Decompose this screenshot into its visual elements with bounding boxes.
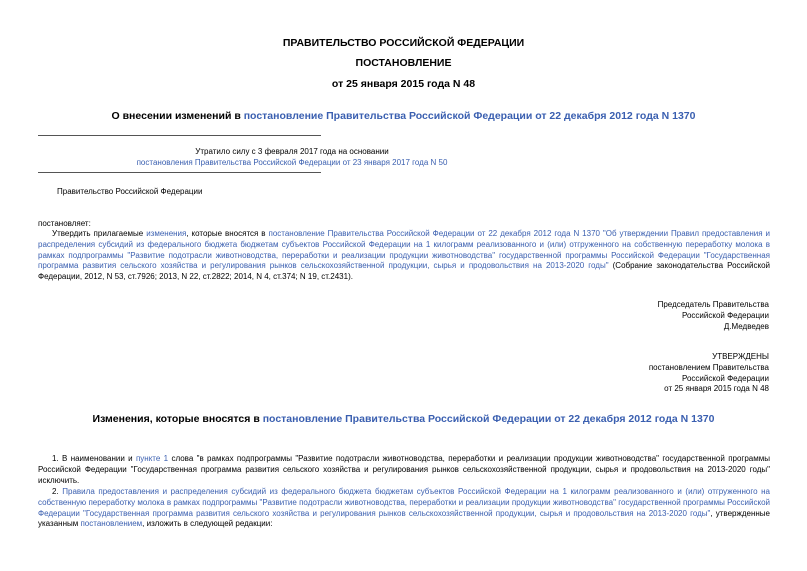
- divider-bottom: [38, 172, 321, 173]
- item2-link-rules[interactable]: Правила предоставления и распределения субсидий из федерального бюджета бюджетам субъектов Российской Федерации на 1 килограмм реализованного и (или) отгруженного на собственную переработку молока в рамках подпрограммы "Развитие подотрасли животноводства, переработки и реализации продукции животноводства" государственной программы Российской Федерации "Государственная программа развития сельского хозяйства и регулирования рынков сельскохозяйственной продукции, сырья и продовольствия на 2013-2020 годы": [38, 487, 770, 518]
- item2-link-resolution[interactable]: постановлением: [80, 519, 143, 529]
- resolves-word: постановляет:: [38, 219, 91, 228]
- lost-force-line1: Утратило силу с 3 февраля 2017 года на основании: [195, 147, 389, 156]
- item2-text-c: , изложить в следующей редакции:: [142, 519, 273, 529]
- signature-block: [469, 300, 769, 332]
- lost-force-link[interactable]: постановления Правительства Российской Федерации от 23 января 2017 года N 50: [136, 157, 448, 167]
- approved-block: [469, 352, 769, 395]
- item2-text-a: 2.: [52, 487, 63, 496]
- government-name: Правительство Российской Федерации: [57, 187, 203, 196]
- p1-text-c: (Собрание законодательства Российской Федерации, 2012, N 53, ст.7926; 2013, N 22, ст.2822; 2014, N 4, ст.374; N 19, ст.2431).: [38, 261, 770, 282]
- divider-top: [38, 135, 321, 136]
- item-1: [38, 454, 770, 486]
- p1-link-changes[interactable]: изменения: [146, 229, 187, 238]
- header-date: от 25 января 2015 года N 48: [331, 78, 476, 90]
- title-prefix: О внесении изменений в: [111, 110, 244, 122]
- item2-text-b: , утвержденные указанным: [38, 508, 770, 529]
- header-government: ПРАВИТЕЛЬСТВО РОССИЙСКОЙ ФЕДЕРАЦИИ: [282, 37, 525, 49]
- changes-title-link[interactable]: постановление Правительства Российской Федерации от 22 декабря 2012 года N 1370: [262, 413, 715, 425]
- approved-line2: постановлением Правительства: [648, 362, 769, 372]
- item-2: [38, 487, 770, 530]
- changes-title: [0, 413, 807, 425]
- lost-force-note: [38, 147, 546, 169]
- changes-title-prefix: Изменения, которые вносятся в: [92, 413, 263, 425]
- paragraph-main: [38, 229, 770, 283]
- item1-link[interactable]: пункте 1: [135, 454, 169, 463]
- title-link[interactable]: постановление Правительства Российской Федерации от 22 декабря 2012 года N 1370: [243, 110, 696, 122]
- p1-link-resolution[interactable]: постановление Правительства Российской Федерации от 22 декабря 2012 года N 1370 "Об утверждении Правил предоставления и распределения субсидий из федерального бюджета бюджетам субъектов Российской Федерации на 1 килограмм реализованного и (или) отгруженного на собственную переработку молока в рамках подпрограммы "Развитие подотрасли животноводства, переработки и реализации продукции животноводства" государственной программы Российской Федерации "Государственная программа развития сельского хозяйства и регулирования рынков сельскохозяйственной продукции, сырья и продовольствия на 2013-2020 годы": [38, 229, 770, 271]
- signature-line3: Д.Медведев: [723, 321, 769, 331]
- header-doc-type: ПОСТАНОВЛЕНИЕ: [355, 57, 452, 69]
- approved-line3: Российской Федерации: [682, 373, 769, 383]
- item1-text-b: слова "в рамках подпрограммы "Развитие подотрасли животноводства, переработки и реализации продукции животноводства" государственной программы Российской Федерации "Государственная программа развития сельского хозяйства и регулирования рынков сельскохозяйственной продукции, сырья и продовольствия на 2013-2020 годы" исключить.: [38, 454, 770, 485]
- p1-text-a: Утвердить прилагаемые: [52, 229, 147, 238]
- signature-line2: Российской Федерации: [682, 310, 769, 320]
- signature-line1: Председатель Правительства: [657, 300, 769, 309]
- p1-text-b: , которые вносятся в: [186, 229, 269, 238]
- approved-line4: от 25 января 2015 года N 48: [664, 384, 769, 394]
- item1-text-a: 1. В наименовании и: [52, 454, 136, 463]
- document-title: [0, 110, 807, 122]
- approved-line1: УТВЕРЖДЕНЫ: [712, 352, 769, 361]
